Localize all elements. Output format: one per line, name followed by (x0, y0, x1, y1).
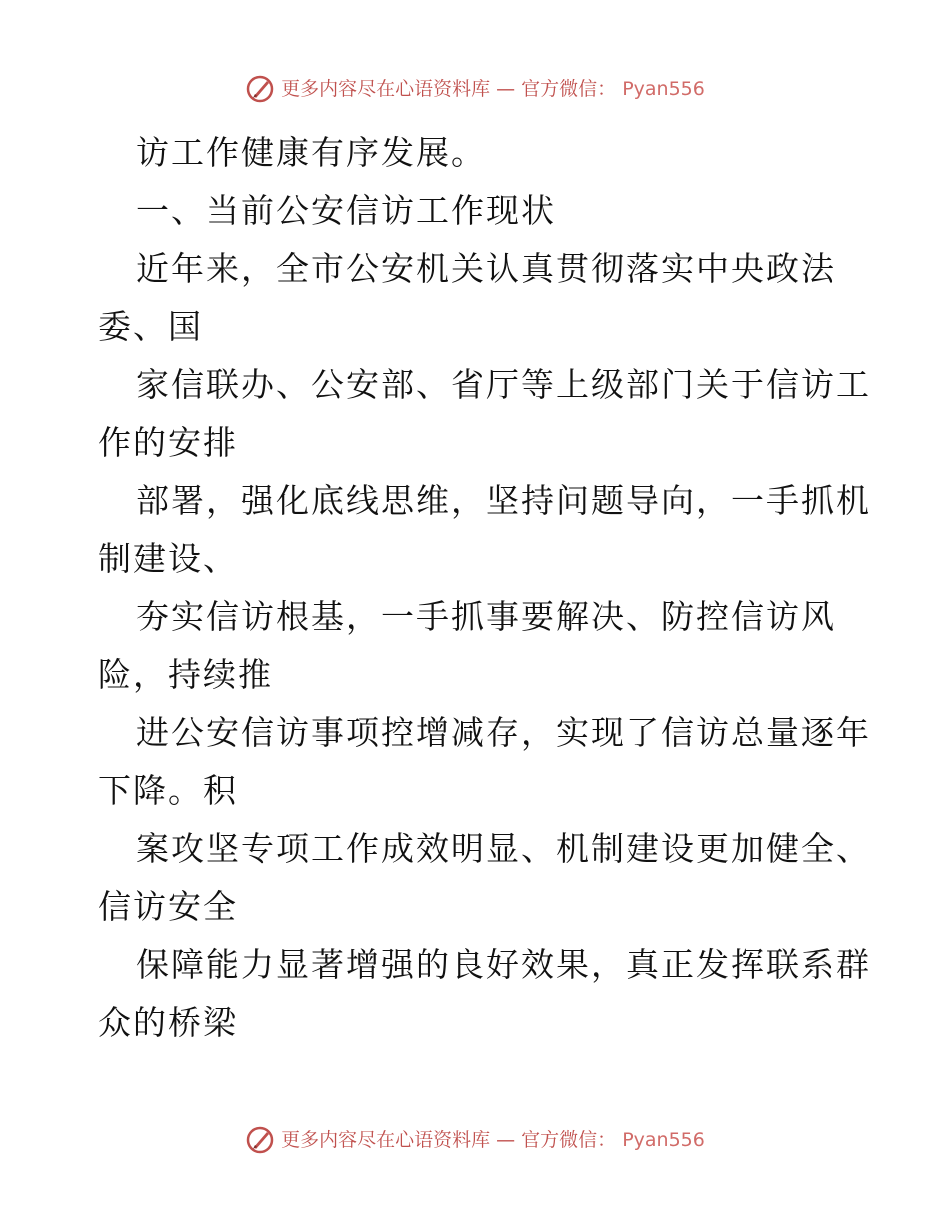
paragraph-line: 险，持续推 (98, 655, 273, 694)
watermark-site-text: 更多内容尽在心语资料库 (281, 1129, 491, 1151)
paragraph-line: 访工作健康有序发展。 (136, 133, 486, 172)
paragraph-line: 夯实信访根基，一手抓事要解决、防控信访风 (136, 597, 836, 636)
paragraph-line: 委、国 (98, 307, 203, 346)
quill-pen-logo-icon (245, 74, 275, 104)
header-watermark (0, 74, 950, 104)
section-heading: 一、当前公安信访工作现状 (136, 191, 556, 230)
paragraph-line: 制建设、 (98, 539, 238, 578)
quill-pen-logo-icon (245, 1125, 275, 1155)
watermark-contact-label: 官方微信： (521, 78, 617, 100)
paragraph-line: 进公安信访事项控增减存，实现了信访总量逐年 (136, 713, 871, 752)
footer-watermark (0, 1125, 950, 1155)
paragraph-line: 众的桥梁 (98, 1003, 238, 1042)
watermark-site-text: 更多内容尽在心语资料库 (281, 78, 491, 100)
watermark-separator: — (496, 78, 516, 100)
watermark-handle: Pyan556 (622, 78, 705, 100)
paragraph-line: 作的安排 (98, 423, 238, 462)
watermark-contact-label: 官方微信： (521, 1129, 617, 1151)
paragraph-line: 部署，强化底线思维，坚持问题导向，一手抓机 (136, 481, 871, 520)
paragraph-line: 下降。积 (98, 771, 238, 810)
watermark-separator: — (496, 1129, 516, 1151)
paragraph-line: 近年来，全市公安机关认真贯彻落实中央政法 (136, 249, 836, 288)
watermark-handle: Pyan556 (622, 1129, 705, 1151)
paragraph-line: 案攻坚专项工作成效明显、机制建设更加健全、 (136, 829, 871, 868)
document-body (98, 124, 871, 1052)
paragraph-line: 家信联办、公安部、省厅等上级部门关于信访工 (136, 365, 871, 404)
paragraph-line: 保障能力显著增强的良好效果，真正发挥联系群 (136, 945, 871, 984)
paragraph-line: 信访安全 (98, 887, 238, 926)
